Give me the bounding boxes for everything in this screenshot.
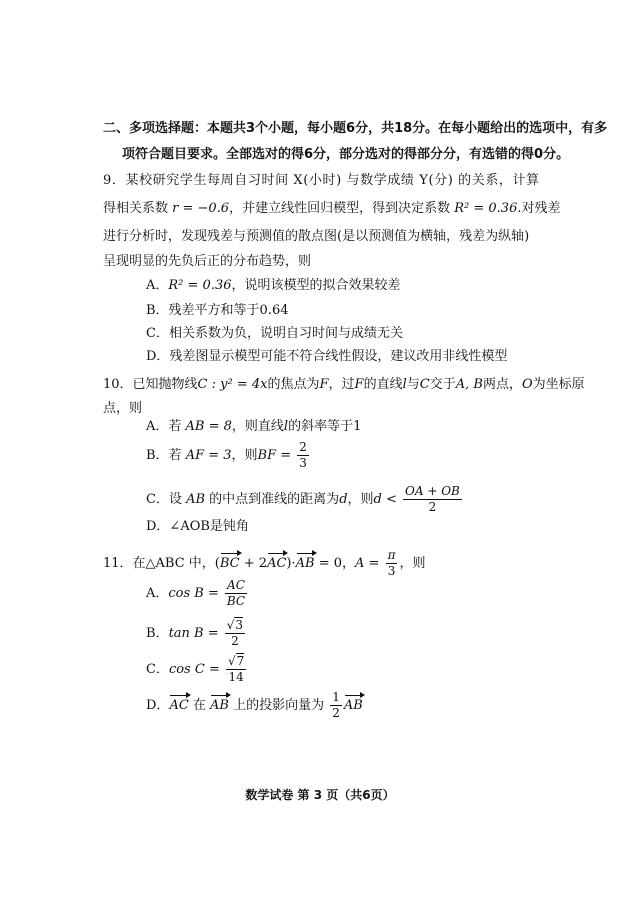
vec-bc: BC xyxy=(219,556,240,571)
q11-option-b: B．tan B = $\frac{√3}{2}$ xyxy=(146,618,244,648)
q9-line3: 进行分析时，发现残差与预测值的散点图(是以预测值为横轴，残差为纵轴) xyxy=(103,229,530,244)
q11-line1: 11．在△ABC 中，(BC + 2AC)·AB = 0，A = $\frac{\pi}{3}$ ，则 xyxy=(103,548,426,578)
q11-d-fraction: $\frac{1}{2}$ xyxy=(332,690,340,720)
vec-ab: AB xyxy=(295,556,315,571)
q11-pi-over-3: $\frac{\pi}{3}$ xyxy=(387,548,396,578)
q10-option-a: A．若 AB = 8，则直线l的斜率等于1 xyxy=(146,419,362,434)
q10-option-b: B．若 AF = 3，则BF = $\frac{2}{3}$ xyxy=(146,440,307,470)
q9-option-a: A．R² = 0.36，说明该模型的拟合效果较差 xyxy=(146,278,401,293)
q10-c-fraction: $\frac{OA + OB}{2}$ xyxy=(405,484,460,514)
q9-line4: 呈现明显的先负后正的分布趋势，则 xyxy=(103,254,312,269)
q10-option-d: D．∠AOB是钝角 xyxy=(146,519,249,534)
q11-option-d: D．AC 在 AB 上的投影向量为 $\frac{1}{2}$ AB xyxy=(146,690,363,720)
vec-ab-d: AB xyxy=(210,698,229,713)
q9-line2: 得相关系数 r = −0.6，并建立线性回归模型，得到决定系数 R² = 0.36.对残差 xyxy=(103,201,561,216)
q9-option-b: B．残差平方和等于0.64 xyxy=(146,303,289,318)
q9-option-d: D．残差图显示模型可能不符合线性假设，建议改用非线性模型 xyxy=(146,349,508,364)
q11-a-fraction: $\frac{AC}{BC}$ xyxy=(226,578,246,608)
q10-line1: 10．已知抛物线C : y² = 4x的焦点为F，过F的直线l与C交于A, B两点，O为坐标原 xyxy=(103,377,585,392)
page-footer: 数学试卷 第 3 页（共6页） xyxy=(245,788,395,802)
section-title-line1: 二、多项选择题：本题共3个小题，每小题6分，共18分。在每小题给出的选项中，有多 xyxy=(103,121,608,136)
q9-line1: 9．某校研究学生每周自习时间 X(小时) 与数学成绩 Y(分) 的关系，计算 xyxy=(103,173,540,188)
q9-option-c: C．相关系数为负，说明自习时间与成绩无关 xyxy=(146,326,403,341)
q10-option-c: C．设 AB 的中点到准线的距离为d，则d < $\frac{OA + OB}{2}$ xyxy=(146,484,460,514)
q11-b-fraction: $\frac{√3}{2}$ xyxy=(226,618,244,648)
q11-c-fraction: $\frac{√7}{14}$ xyxy=(227,654,245,684)
q11-option-a: A．cos B = $\frac{AC}{BC}$ xyxy=(146,578,246,608)
q11-option-c: C．cos C = $\frac{√7}{14}$ xyxy=(146,654,245,684)
section-title-line2: 项符合题目要求。全部选对的得6分，部分选对的得部分分，有选错的得0分。 xyxy=(122,147,570,162)
vec-ab-d2: AB xyxy=(343,698,363,713)
vec-ac: AC xyxy=(267,556,287,571)
q10-line2: 点，则 xyxy=(103,401,143,416)
vec-ac-d: AC xyxy=(169,698,189,713)
q10-b-fraction: $\frac{2}{3}$ xyxy=(299,440,307,470)
